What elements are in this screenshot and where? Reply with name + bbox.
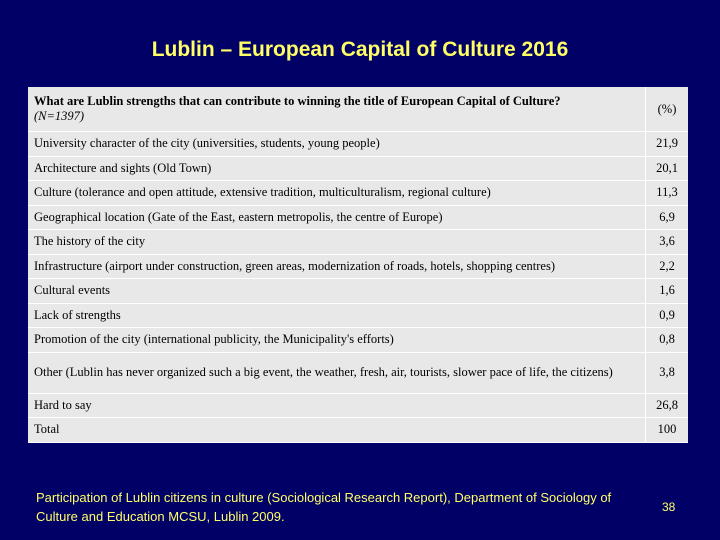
results-table-container [28, 87, 688, 443]
row-value: 20,1 [646, 156, 689, 181]
row-label: The history of the city [28, 230, 646, 255]
unit-header: (%) [646, 87, 689, 132]
row-label: Architecture and sights (Old Town) [28, 156, 646, 181]
table-header-row [28, 87, 688, 132]
row-value: 0,8 [646, 328, 689, 353]
row-value: 100 [646, 418, 689, 443]
results-table [28, 87, 688, 443]
sample-size: (N=1397) [34, 109, 85, 123]
table-row [28, 393, 688, 418]
row-label: Hard to say [28, 393, 646, 418]
table-row [28, 303, 688, 328]
row-value: 26,8 [646, 393, 689, 418]
table-row [28, 352, 688, 393]
source-line-2: Culture and Education MCSU, Lublin 2009. [36, 509, 285, 524]
table-row [28, 230, 688, 255]
source-citation [36, 488, 676, 526]
source-line-1: Participation of Lublin citizens in culture (Sociological Research Report), Department of Sociology of [36, 490, 612, 505]
table-row [28, 328, 688, 353]
question-text: What are Lublin strengths that can contribute to winning the title of European Capital of Culture? [34, 94, 561, 108]
row-label: Lack of strengths [28, 303, 646, 328]
row-label: Other (Lublin has never organized such a big event, the weather, fresh, air, tourists, slower pace of life, the citizens) [28, 352, 646, 393]
row-value: 1,6 [646, 279, 689, 304]
row-value: 2,2 [646, 254, 689, 279]
row-label: Geographical location (Gate of the East, eastern metropolis, the centre of Europe) [28, 205, 646, 230]
table-row [28, 254, 688, 279]
question-header [28, 87, 646, 132]
row-label: Promotion of the city (international publicity, the Municipality's efforts) [28, 328, 646, 353]
table-row [28, 205, 688, 230]
row-value: 11,3 [646, 181, 689, 206]
row-label: Cultural events [28, 279, 646, 304]
table-row [28, 156, 688, 181]
row-label: University character of the city (universities, students, young people) [28, 132, 646, 157]
table-row [28, 279, 688, 304]
table-row [28, 132, 688, 157]
page-number: 38 [662, 500, 676, 514]
row-value: 0,9 [646, 303, 689, 328]
table-row [28, 181, 688, 206]
row-label: Culture (tolerance and open attitude, extensive tradition, multiculturalism, regional culture) [28, 181, 646, 206]
row-label: Total [28, 418, 646, 443]
row-value: 3,6 [646, 230, 689, 255]
slide-title: Lublin – European Capital of Culture 2016 [151, 38, 569, 61]
table-row [28, 418, 688, 443]
row-label: Infrastructure (airport under construction, green areas, modernization of roads, hotels, shopping centres) [28, 254, 646, 279]
row-value: 21,9 [646, 132, 689, 157]
row-value: 6,9 [646, 205, 689, 230]
row-value: 3,8 [646, 352, 689, 393]
